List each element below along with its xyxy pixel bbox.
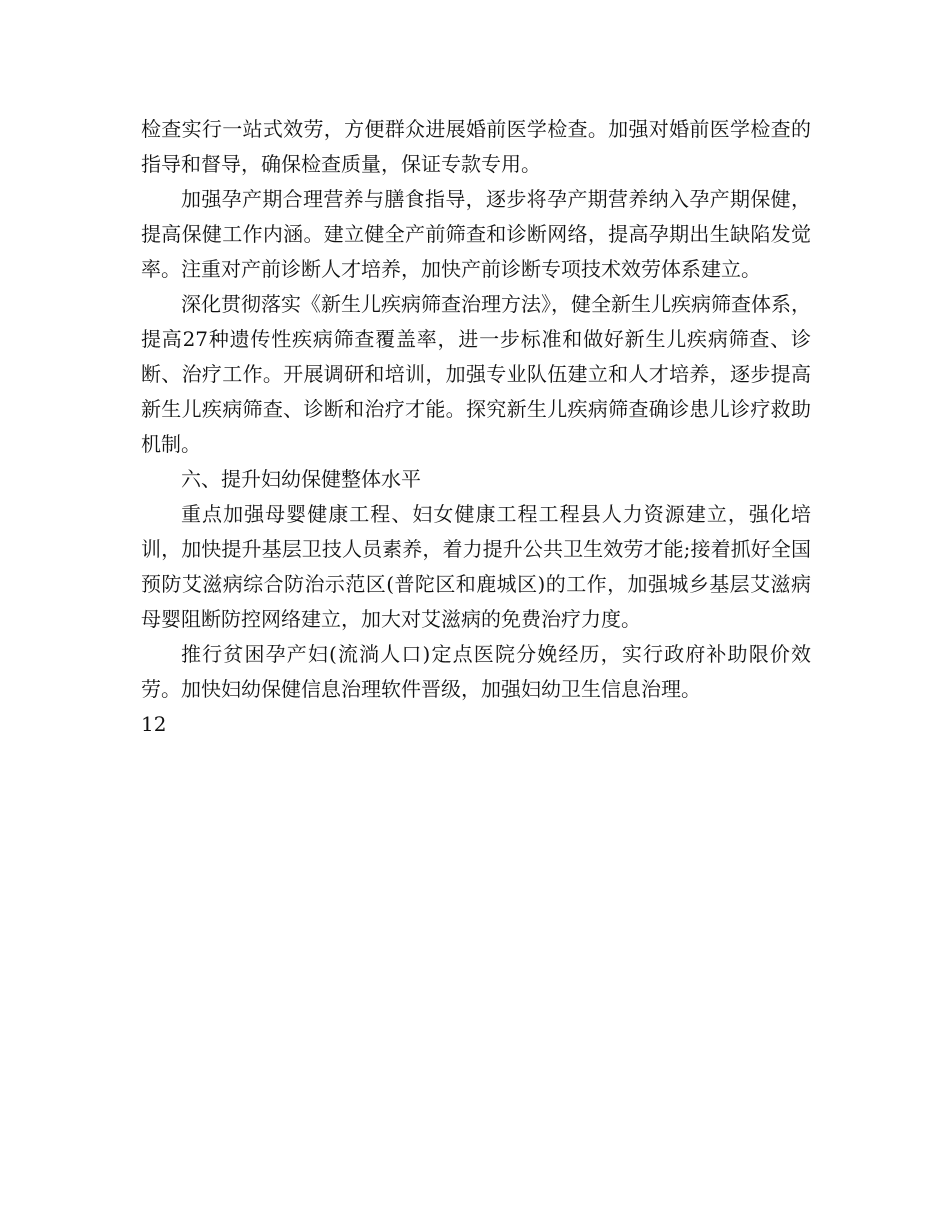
paragraph-maternal-child-health: 重点加强母婴健康工程、妇女健康工程工程县人力资源建立，强化培训，加快提升基层卫技人员素养，着力提升公共卫生效劳才能;接着抓好全国预防艾滋病综合防治示范区(普陀区和鹿城区)的工作，加强城乡基层艾滋病母婴阻断防控网络建立，加大对艾滋病的免费治疗力度。 bbox=[141, 502, 811, 631]
page-number: 12 bbox=[141, 712, 167, 736]
paragraph-prenatal-nutrition: 加强孕产期合理营养与膳食指导，逐步将孕产期营养纳入孕产期保健，提高保健工作内涵。建立健全产前筛查和诊断网络，提高孕期出生缺陷发觉率。注重对产前诊断人才培养，加快产前诊断专项技术效劳体系建立。 bbox=[141, 187, 811, 281]
paragraph-poor-pregnant-women: 推行贫困孕产妇(流淌人口)定点医院分娩经历，实行政府补助限价效劳。加快妇幼保健信息治理软件晋级，加强妇幼卫生信息治理。 bbox=[141, 642, 811, 701]
section-heading: 六、提升妇幼保健整体水平 bbox=[181, 467, 421, 491]
paragraph-continuation: 检查实行一站式效劳，方便群众进展婚前医学检查。加强对婚前医学检查的指导和督导，确保检查质量，保证专款专用。 bbox=[141, 117, 811, 176]
paragraph-newborn-screening: 深化贯彻落实《新生儿疾病筛查治理方法》，健全新生儿疾病筛查体系，提高27种遗传性疾病筛查覆盖率，进一步标准和做好新生儿疾病筛查、诊断、治疗工作。开展调研和培训，加强专业队伍建立和人才培养，逐步提高新生儿疾病筛查、诊断和治疗才能。探究新生儿疾病筛查确诊患儿诊疗救助机制。 bbox=[141, 292, 811, 456]
document-body bbox=[141, 112, 811, 742]
